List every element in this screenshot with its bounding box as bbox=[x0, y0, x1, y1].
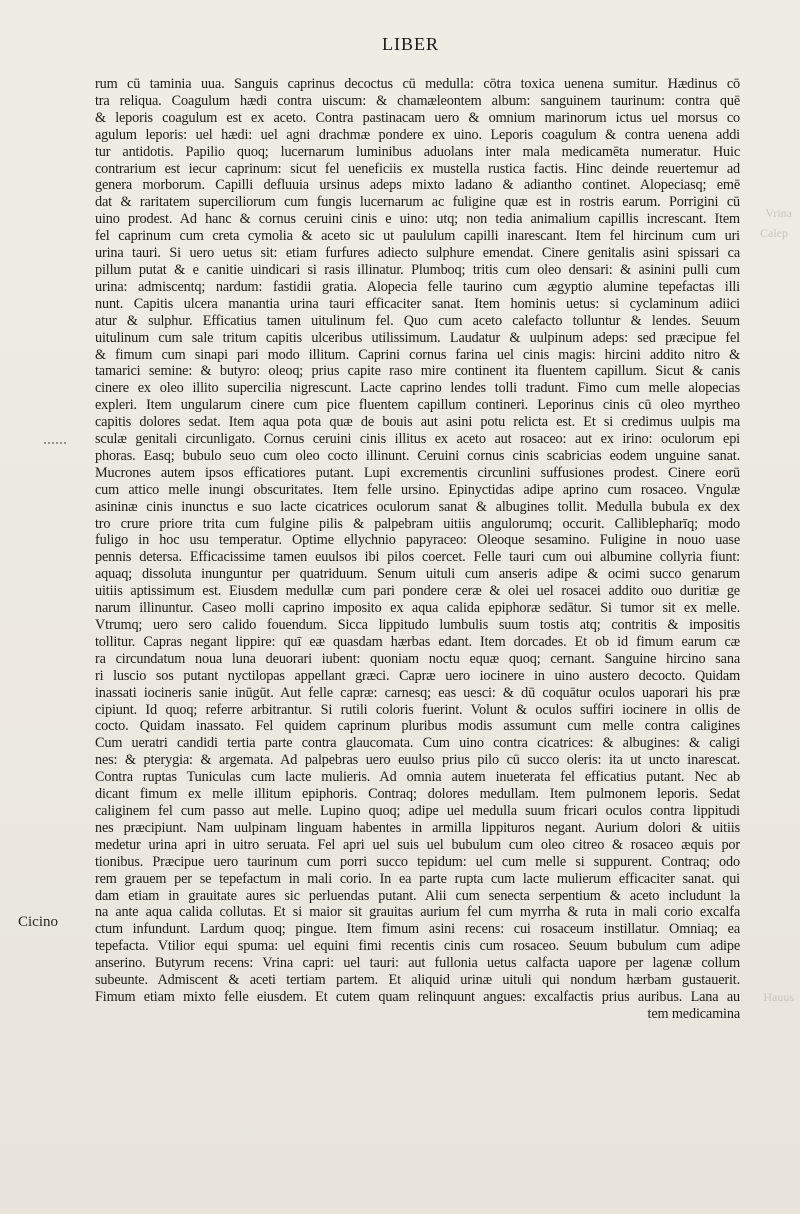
text-line: uitiis aptissimum est. Eiusdem medullæ cum pari pondere ceræ & olei uel rosacei addito ouo duritiæ ge bbox=[95, 583, 740, 600]
text-line: narum illinuntur. Caseo molli caprino imposito ex aqua calida epiphoræ sedātur. Si tumor sit ex melle. bbox=[95, 600, 740, 617]
text-line: atur & sulphur. Efficatius tamen uitulinum fel. Quo cum aceto calefacto tolluntur & lendes. Seuum bbox=[95, 312, 740, 329]
text-line: inassati iocineris sanie inūgūt. Aut felle capræ: carnesq; eas uesci: & dū coquātur oculos uaporari his præ bbox=[95, 684, 740, 701]
text-line: Cum ueratri candidi tertia parte contra glaucomata. Cum uino contra cicatrices: & albugines: & caligi bbox=[95, 735, 740, 752]
text-line: & fimum cum sinapi pari modo illitum. Caprini cornus farina uel cinis magis: hircini addito nitro & bbox=[95, 346, 740, 363]
text-line: tionibus. Præcipue uero taurinum cum porri succo tepidum: uel cum melle si suppurent. Contraq; odo bbox=[95, 853, 740, 870]
text-line: fel caprinum cum creta cymolia & aceto sic ut paululum capilli inarescant. Item fel hircinum cum uri bbox=[95, 228, 740, 245]
text-line: pennis detersa. Efficacissime tamen euulsos ibi pilos coercet. Felle tauri cum oui albumine collyria fiunt: bbox=[95, 549, 740, 566]
text-line: nes præcipiunt. Nam uulpinam linguam habentes in armilla lippituros negant. Aurium dolori & uitiis bbox=[95, 819, 740, 836]
text-line: urina: admiscentq; nardum: fastidii gratia. Alopecia felle taurino cum ægyptio alumine tepefactas illi bbox=[95, 278, 740, 295]
text-line: anserino. Butyrum recens: Vrina capri: uel tauri: aut fullonia uetus calfacta uapore per lagenæ collum bbox=[95, 955, 740, 972]
text-line: ctum infundunt. Lardum quoq; pingue. Item fimum asini recens: cui rosaceum instillatur. Omniaq; ea bbox=[95, 921, 740, 938]
text-line: cinere ex oleo illito supercilia nigrescunt. Lacte caprino lendes tolli tradunt. Fimo cum melle alopecias bbox=[95, 380, 740, 397]
text-line: Mucrones autem ipsos efficatiores putant. Lupi excrementis circunlini suffusiones prodest. Cinere eorū bbox=[95, 464, 740, 481]
text-line: expleri. Item ungularum cinere cum pice fluentem capillum contineri. Leporinus cinis cū oleo myrtheo bbox=[95, 397, 740, 414]
text-line: nunt. Capitis ulcera manantia urina tauri efficaciter sanat. Item hominis uetus: si cyclaminum adiici bbox=[95, 295, 740, 312]
text-line: rum cū taminia uua. Sanguis caprinus decoctus cū medulla: cōtra toxica uenena sumitur. Hædinus cō bbox=[95, 76, 740, 92]
text-line: tollitur. Capras negant lippire: quī eæ quasdam hærbas edant. Item dorcades. Et ob id fimum earum cæ bbox=[95, 633, 740, 650]
body-text bbox=[95, 76, 740, 1023]
text-line: medetur urina apri in uitro seruata. Fel apri uel suis uel bubulum cum oleo citreo & rosaceo æquis por bbox=[95, 836, 740, 853]
ghost-mark: Vrina bbox=[765, 206, 792, 220]
text-line: aquaq; dissoluta inunguntur per quatriduum. Senum uituli cum anseris adipe & ocimi succo genarum bbox=[95, 566, 740, 583]
text-line: ra circundatum noua luna deuorari iubent: quoniam noctu equæ quoq; cernant. Sanguine hircino sana bbox=[95, 650, 740, 667]
text-line: tra reliqua. Coagulum hædi contra uiscum: & chamæleontem album: sanguinem taurinum: contra quē bbox=[95, 92, 740, 109]
text-line: dam etiam in grauitate aures sic perluendas putant. Alii cum senecta serpentium & aceto includunt la bbox=[95, 887, 740, 904]
text-line: fuligo in hoc usu temperatur. Optime ellychnio papyraceo: Oleoque sesamino. Fuligine in nouo uase bbox=[95, 532, 740, 549]
text-line: Vtrumq; uero sero calido fouendum. Sicca lippitudo lumbulis suum tostis atq; contritis & impositis bbox=[95, 617, 740, 633]
text-line: urina tauri. Si uero uetus sit: etiam furfures adiecto sulphure emendat. Cinere genitalis asini spissari ca bbox=[95, 245, 740, 262]
text-line: cocto. Quidam inassato. Fel quidem caprinum pluribus modis assumunt cum melle contra caligines bbox=[95, 718, 740, 735]
text-line: tur antidotis. Papilio quoq; lucernarum luminibus aduolans inter mala medicamēta numeratur. Huic bbox=[95, 143, 740, 160]
text-line: phoras. Easq; bubulo seuo cum oleo cocto illinunt. Ceruini cornus cinis scabricias eodem unguine sanat. bbox=[95, 447, 740, 464]
text-line: pillum putat & e canitie uindicari si rasis illinatur. Plumboq; tritis cum oleo densari: & asinini pulli cum bbox=[95, 261, 740, 278]
text-line: capitis dolores sedat. Item aqua pota quæ de bouis aut asini potu relicta est. Et si credimus uulpis ma bbox=[95, 414, 740, 431]
running-head: LIBER bbox=[382, 34, 439, 54]
text-line: sculæ genitali circunligato. Cornus ceruini cinis illitus ex aceto aut rosaceo: aut ex irino: oculorum epi bbox=[95, 431, 740, 448]
text-line: genera morborum. Capilli defluuia ursinus adeps mixto ladano & adiantho continet. Alopeciasq; emē bbox=[95, 177, 740, 194]
text-line: subeunte. Admiscent & aceti tertiam partem. Et aliquid urinæ uituli qui nondum hærbam gustauerit. bbox=[95, 972, 740, 989]
text-line: Contra ruptas Tuniculas cum lacte mulieris. Ad omnia autem inueterata fel efficatius putant. Nec ab bbox=[95, 769, 740, 786]
text-line: agulum leporis: uel hædi: uel agni drachmæ pondere ex uino. Leporis coagulum & contra uenena addi bbox=[95, 126, 740, 143]
text-line: tro crure priore trita cum fulgine pilis & palpebram uitiis angulorumq; occurit. Calliblepharīq; modo bbox=[95, 515, 740, 532]
text-line: Fimum etiam mixto felle eiusdem. Et cutem quam relinquunt angues: excalfactis prius auribus. Lana au bbox=[95, 988, 740, 1005]
text-line: dicant fimum ex melle illitum epiphoris. Contraq; dolores medullam. Item pulmonem leporis. Sedat bbox=[95, 786, 740, 803]
ghost-mark: Hauus bbox=[763, 990, 794, 1004]
text-line: nes: & pterygia: & argemata. Ad palpebras uero euulso prius pilo cū succo oleris: ita ut uncto inarescat. bbox=[95, 752, 740, 769]
text-line: asininæ cinis inunctus e suo lacte cicatrices oculorum sanat & albugines tollit. Medulla bubula ex dex bbox=[95, 498, 740, 515]
text-line: ri luscio sos putant nyctilopas appellant græci. Capræ uero iocinere in uino austero decocto. Quidam bbox=[95, 667, 740, 684]
text-line: uitulinum cum sale tritum capitis ulceribus utilissimum. Laudatur & uulpinum adeps: sed præcipue fel bbox=[95, 329, 740, 346]
text-line: na ante aqua calida collutas. Et si maior sit grauitas aurium fel cum myrrha & ruta in mali corio excalfa bbox=[95, 904, 740, 921]
text-line: caliginem fel cum passo aut melle. Lupino quoq; adipe uel medulla suum fricari oculos contra lippitudi bbox=[95, 802, 740, 819]
text-line: cum attico melle inungi obscuritates. Item felle ursino. Epinyctidas adipe aprino cum rosaceo. Vngulæ bbox=[95, 481, 740, 498]
text-line: rem grauem per se tepefactum in mali corio. In ea parte rupta cum lacte mulierum efficaciter sanat. qui bbox=[95, 870, 740, 887]
text-line: cipiunt. Id quoq; referre arbitrantur. Si rutili coloris fuerint. Volunt & oculos suffiri iocinere in ollis de bbox=[95, 701, 740, 718]
ghost-mark: Calep bbox=[760, 226, 788, 240]
text-line: tem medicamina bbox=[647, 1005, 740, 1022]
ink-speck bbox=[44, 442, 68, 444]
margin-note: Cicino bbox=[18, 914, 58, 930]
text-line: & leporis coagulum est ex aceto. Contra pastinacam uero & omnium marinorum ictus uel morsus co bbox=[95, 109, 740, 126]
text-line: tepefacta. Vtilior equi spuma: uel equini fimi recentis cinis cum rosaceo. Seuum bubulum cum adipe bbox=[95, 938, 740, 955]
text-line: contrarium est iecur caprinum: sicut fel ueneficiis ex mustella rustica factis. Hinc deinde reuertemur ad bbox=[95, 160, 740, 177]
text-line: tamarici semine: & butyro: oleoq; prius capite raso mire continent ita fluentem capillum. Sicut & canis bbox=[95, 363, 740, 380]
text-line: uino prodest. Ad hanc & cornus ceruini cinis e uino: utq; non tedia animalium capillis increscant. Item bbox=[95, 211, 740, 228]
text-line: dat & raritatem superciliorum cum fungis lucernarum ac fuligine quæ est in rostris earum. Porrigini cū bbox=[95, 194, 740, 211]
